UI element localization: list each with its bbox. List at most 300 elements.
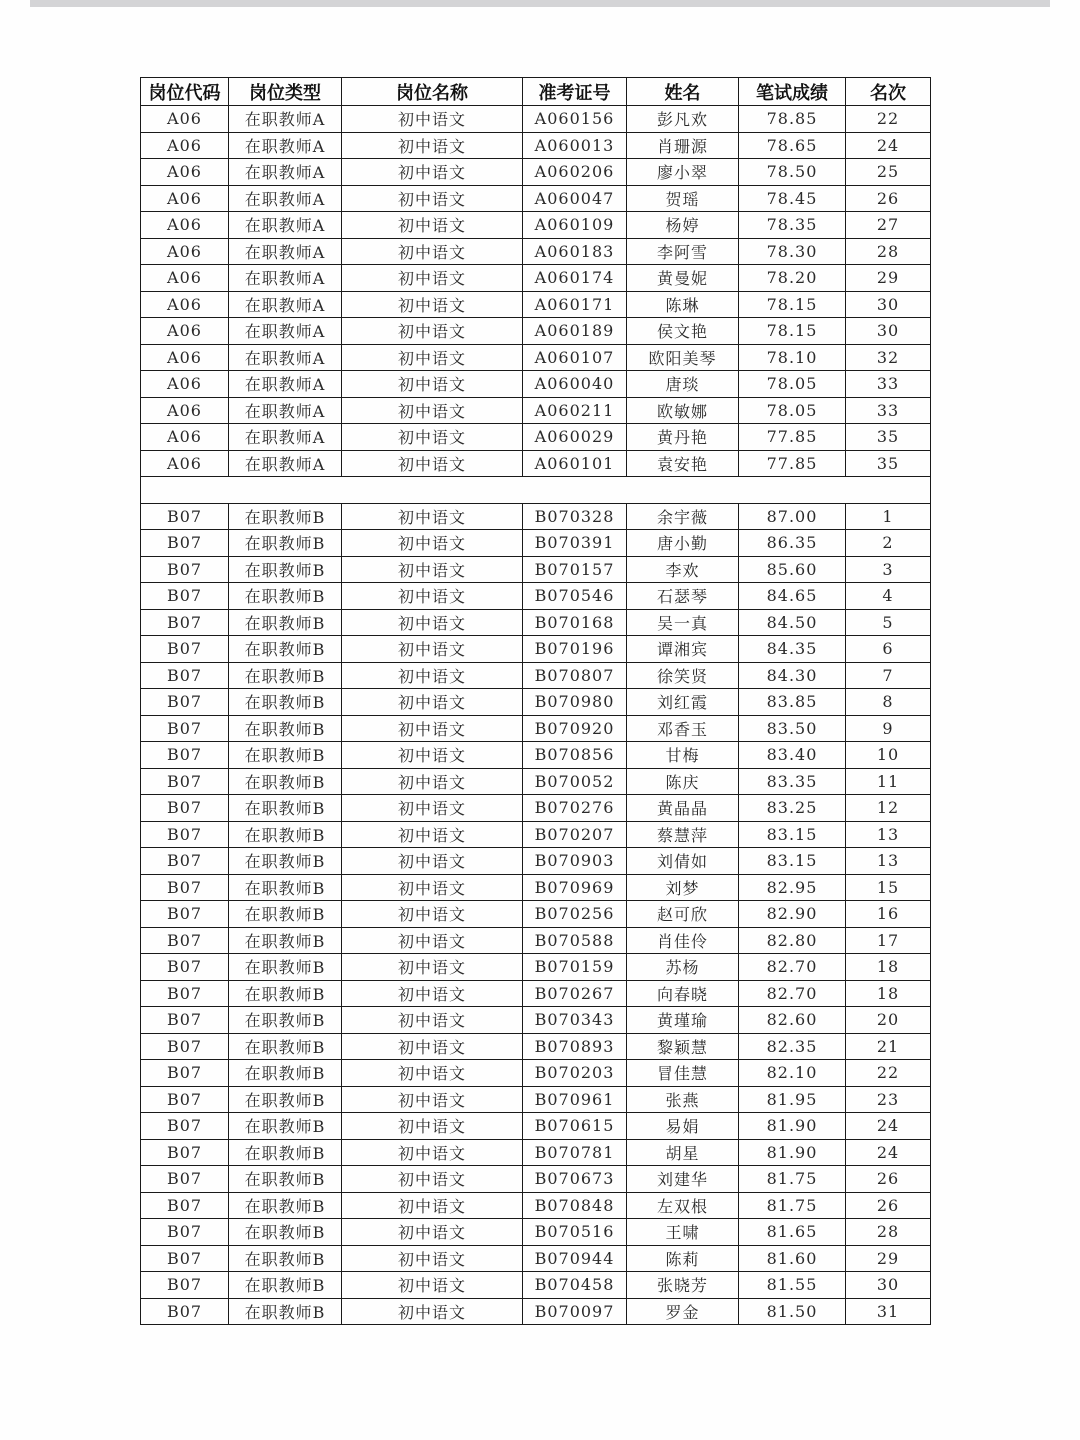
name-cell: 唐小勤	[627, 530, 739, 557]
post-code-cell: B07	[141, 874, 229, 901]
post-type-cell: 在职教师A	[229, 424, 342, 451]
rank-cell: 29	[846, 265, 931, 292]
post-code-cell: B07	[141, 1192, 229, 1219]
post-name-cell: 初中语文	[342, 530, 523, 557]
ticket-number-cell: B070052	[523, 768, 627, 795]
rank-cell: 35	[846, 450, 931, 477]
post-name-cell: 初中语文	[342, 556, 523, 583]
ticket-number-cell: A060156	[523, 106, 627, 133]
table-row	[141, 1060, 931, 1087]
post-name-cell: 初中语文	[342, 1113, 523, 1140]
name-cell: 袁安艳	[627, 450, 739, 477]
post-name-cell: 初中语文	[342, 980, 523, 1007]
post-type-cell: 在职教师B	[229, 768, 342, 795]
score-cell: 81.50	[739, 1298, 846, 1325]
post-code-cell: A06	[141, 159, 229, 186]
table-row	[141, 583, 931, 610]
table-row	[141, 185, 931, 212]
post-code-cell: B07	[141, 1298, 229, 1325]
post-name-cell: 初中语文	[342, 927, 523, 954]
top-edge-bar	[30, 0, 1050, 7]
post-name-cell: 初中语文	[342, 503, 523, 530]
separator-cell	[141, 477, 931, 504]
table-row	[141, 715, 931, 742]
rank-cell: 30	[846, 1272, 931, 1299]
post-type-cell: 在职教师B	[229, 1139, 342, 1166]
post-name-cell: 初中语文	[342, 265, 523, 292]
table-row	[141, 265, 931, 292]
rank-cell: 18	[846, 980, 931, 1007]
post-type-cell: 在职教师B	[229, 795, 342, 822]
post-code-cell: B07	[141, 1272, 229, 1299]
ticket-number-cell: A060189	[523, 318, 627, 345]
score-cell: 78.15	[739, 318, 846, 345]
rank-cell: 23	[846, 1086, 931, 1113]
post-name-cell: 初中语文	[342, 450, 523, 477]
post-code-cell: A06	[141, 424, 229, 451]
post-code-cell: A06	[141, 371, 229, 398]
ticket-number-cell: B070328	[523, 503, 627, 530]
ticket-number-cell: A060107	[523, 344, 627, 371]
post-code-cell: B07	[141, 821, 229, 848]
name-cell: 贺瑶	[627, 185, 739, 212]
score-cell: 83.35	[739, 768, 846, 795]
score-cell: 83.85	[739, 689, 846, 716]
table-row	[141, 424, 931, 451]
ticket-number-cell: B070969	[523, 874, 627, 901]
rank-cell: 21	[846, 1033, 931, 1060]
rank-cell: 28	[846, 238, 931, 265]
post-type-cell: 在职教师B	[229, 1166, 342, 1193]
table-row	[141, 874, 931, 901]
header-ticket-number: 准考证号	[523, 78, 627, 106]
score-cell: 77.85	[739, 450, 846, 477]
ticket-number-cell: B070256	[523, 901, 627, 928]
rank-cell: 26	[846, 1192, 931, 1219]
post-name-cell: 初中语文	[342, 901, 523, 928]
ticket-number-cell: B070781	[523, 1139, 627, 1166]
table-row	[141, 132, 931, 159]
post-code-cell: B07	[141, 1139, 229, 1166]
name-cell: 廖小翠	[627, 159, 739, 186]
ticket-number-cell: A060029	[523, 424, 627, 451]
name-cell: 石瑟琴	[627, 583, 739, 610]
post-code-cell: B07	[141, 980, 229, 1007]
header-post-name: 岗位名称	[342, 78, 523, 106]
name-cell: 刘红霞	[627, 689, 739, 716]
ticket-number-cell: B070807	[523, 662, 627, 689]
rank-cell: 31	[846, 1298, 931, 1325]
post-code-cell: A06	[141, 132, 229, 159]
score-cell: 81.90	[739, 1113, 846, 1140]
score-cell: 85.60	[739, 556, 846, 583]
post-name-cell: 初中语文	[342, 106, 523, 133]
name-cell: 刘倩如	[627, 848, 739, 875]
post-name-cell: 初中语文	[342, 1245, 523, 1272]
name-cell: 赵可欣	[627, 901, 739, 928]
post-name-cell: 初中语文	[342, 318, 523, 345]
post-name-cell: 初中语文	[342, 397, 523, 424]
post-name-cell: 初中语文	[342, 344, 523, 371]
rank-cell: 10	[846, 742, 931, 769]
header-name: 姓名	[627, 78, 739, 106]
post-type-cell: 在职教师B	[229, 1060, 342, 1087]
ticket-number-cell: B070961	[523, 1086, 627, 1113]
score-cell: 78.30	[739, 238, 846, 265]
score-cell: 81.75	[739, 1166, 846, 1193]
post-name-cell: 初中语文	[342, 821, 523, 848]
score-cell: 87.00	[739, 503, 846, 530]
post-type-cell: 在职教师B	[229, 1192, 342, 1219]
name-cell: 罗金	[627, 1298, 739, 1325]
post-type-cell: 在职教师A	[229, 291, 342, 318]
ticket-number-cell: A060206	[523, 159, 627, 186]
post-code-cell: A06	[141, 450, 229, 477]
table-row	[141, 1086, 931, 1113]
post-name-cell: 初中语文	[342, 1007, 523, 1034]
post-code-cell: B07	[141, 1086, 229, 1113]
post-code-cell: B07	[141, 1245, 229, 1272]
ticket-number-cell: A060047	[523, 185, 627, 212]
rank-cell: 5	[846, 609, 931, 636]
name-cell: 王啸	[627, 1219, 739, 1246]
post-type-cell: 在职教师A	[229, 344, 342, 371]
table-row	[141, 503, 931, 530]
table-row	[141, 848, 931, 875]
name-cell: 陈莉	[627, 1245, 739, 1272]
ticket-number-cell: A060183	[523, 238, 627, 265]
ticket-number-cell: B070203	[523, 1060, 627, 1087]
score-cell: 82.60	[739, 1007, 846, 1034]
rank-cell: 4	[846, 583, 931, 610]
post-code-cell: A06	[141, 106, 229, 133]
name-cell: 苏杨	[627, 954, 739, 981]
post-code-cell: B07	[141, 1033, 229, 1060]
post-code-cell: B07	[141, 1166, 229, 1193]
table-row	[141, 371, 931, 398]
score-cell: 78.20	[739, 265, 846, 292]
post-type-cell: 在职教师A	[229, 212, 342, 239]
post-type-cell: 在职教师B	[229, 662, 342, 689]
score-cell: 83.15	[739, 848, 846, 875]
name-cell: 冒佳慧	[627, 1060, 739, 1087]
post-name-cell: 初中语文	[342, 1298, 523, 1325]
score-cell: 82.70	[739, 980, 846, 1007]
post-name-cell: 初中语文	[342, 689, 523, 716]
name-cell: 易娟	[627, 1113, 739, 1140]
post-type-cell: 在职教师B	[229, 927, 342, 954]
rank-cell: 6	[846, 636, 931, 663]
ticket-number-cell: B070097	[523, 1298, 627, 1325]
post-type-cell: 在职教师B	[229, 583, 342, 610]
rank-cell: 32	[846, 344, 931, 371]
post-name-cell: 初中语文	[342, 212, 523, 239]
post-name-cell: 初中语文	[342, 609, 523, 636]
post-type-cell: 在职教师A	[229, 106, 342, 133]
table-row	[141, 291, 931, 318]
ticket-number-cell: B070458	[523, 1272, 627, 1299]
post-code-cell: B07	[141, 1007, 229, 1034]
rank-cell: 17	[846, 927, 931, 954]
post-code-cell: B07	[141, 768, 229, 795]
post-type-cell: 在职教师A	[229, 159, 342, 186]
rank-cell: 2	[846, 530, 931, 557]
post-code-cell: B07	[141, 901, 229, 928]
score-cell: 78.85	[739, 106, 846, 133]
post-code-cell: A06	[141, 238, 229, 265]
post-code-cell: A06	[141, 185, 229, 212]
post-type-cell: 在职教师B	[229, 1113, 342, 1140]
name-cell: 陈庆	[627, 768, 739, 795]
score-cell: 86.35	[739, 530, 846, 557]
ticket-number-cell: A060174	[523, 265, 627, 292]
name-cell: 张晓芳	[627, 1272, 739, 1299]
name-cell: 肖珊源	[627, 132, 739, 159]
ticket-number-cell: A060109	[523, 212, 627, 239]
score-cell: 78.65	[739, 132, 846, 159]
rank-cell: 33	[846, 397, 931, 424]
table-row	[141, 980, 931, 1007]
post-type-cell: 在职教师A	[229, 265, 342, 292]
score-cell: 83.40	[739, 742, 846, 769]
post-type-cell: 在职教师B	[229, 901, 342, 928]
ticket-number-cell: B070944	[523, 1245, 627, 1272]
rank-cell: 35	[846, 424, 931, 451]
score-cell: 81.75	[739, 1192, 846, 1219]
post-code-cell: B07	[141, 742, 229, 769]
table-row	[141, 318, 931, 345]
ticket-number-cell: B070546	[523, 583, 627, 610]
score-cell: 83.15	[739, 821, 846, 848]
score-cell: 83.50	[739, 715, 846, 742]
post-code-cell: B07	[141, 662, 229, 689]
score-cell: 82.70	[739, 954, 846, 981]
score-cell: 84.65	[739, 583, 846, 610]
post-type-cell: 在职教师B	[229, 689, 342, 716]
table-row	[141, 1113, 931, 1140]
name-cell: 黄晶晶	[627, 795, 739, 822]
post-code-cell: B07	[141, 1219, 229, 1246]
header-written-score: 笔试成绩	[739, 78, 846, 106]
post-name-cell: 初中语文	[342, 954, 523, 981]
header-rank: 名次	[846, 78, 931, 106]
post-code-cell: A06	[141, 291, 229, 318]
table-row	[141, 1166, 931, 1193]
post-name-cell: 初中语文	[342, 1166, 523, 1193]
score-cell: 78.15	[739, 291, 846, 318]
post-name-cell: 初中语文	[342, 848, 523, 875]
table-row	[141, 106, 931, 133]
post-type-cell: 在职教师B	[229, 1245, 342, 1272]
post-name-cell: 初中语文	[342, 1033, 523, 1060]
rank-cell: 26	[846, 1166, 931, 1193]
table-row	[141, 662, 931, 689]
name-cell: 徐笑贤	[627, 662, 739, 689]
rank-cell: 7	[846, 662, 931, 689]
rank-cell: 9	[846, 715, 931, 742]
rank-cell: 3	[846, 556, 931, 583]
ticket-number-cell: B070673	[523, 1166, 627, 1193]
ticket-number-cell: B070903	[523, 848, 627, 875]
header-post-code: 岗位代码	[141, 78, 229, 106]
name-cell: 欧敏娜	[627, 397, 739, 424]
ticket-number-cell: B070207	[523, 821, 627, 848]
post-type-cell: 在职教师A	[229, 450, 342, 477]
ticket-number-cell: B070276	[523, 795, 627, 822]
table-row	[141, 1245, 931, 1272]
post-type-cell: 在职教师B	[229, 530, 342, 557]
post-type-cell: 在职教师B	[229, 954, 342, 981]
post-code-cell: B07	[141, 1060, 229, 1087]
score-cell: 84.35	[739, 636, 846, 663]
table-row	[141, 1192, 931, 1219]
rank-cell: 22	[846, 106, 931, 133]
post-name-cell: 初中语文	[342, 1192, 523, 1219]
post-type-cell: 在职教师B	[229, 609, 342, 636]
ticket-number-cell: B070980	[523, 689, 627, 716]
name-cell: 陈琳	[627, 291, 739, 318]
rank-cell: 13	[846, 821, 931, 848]
rank-cell: 24	[846, 1113, 931, 1140]
name-cell: 黎颖慧	[627, 1033, 739, 1060]
table-row	[141, 159, 931, 186]
post-type-cell: 在职教师B	[229, 980, 342, 1007]
post-type-cell: 在职教师B	[229, 821, 342, 848]
name-cell: 左双根	[627, 1192, 739, 1219]
table-row	[141, 927, 931, 954]
ticket-number-cell: B070516	[523, 1219, 627, 1246]
table-row	[141, 742, 931, 769]
name-cell: 李阿雪	[627, 238, 739, 265]
header-post-type: 岗位类型	[229, 78, 342, 106]
name-cell: 黄丹艳	[627, 424, 739, 451]
post-type-cell: 在职教师B	[229, 742, 342, 769]
ticket-number-cell: B070848	[523, 1192, 627, 1219]
ticket-number-cell: B070588	[523, 927, 627, 954]
name-cell: 向春晓	[627, 980, 739, 1007]
ticket-number-cell: A060171	[523, 291, 627, 318]
rank-cell: 30	[846, 318, 931, 345]
name-cell: 唐琰	[627, 371, 739, 398]
score-cell: 81.65	[739, 1219, 846, 1246]
post-code-cell: B07	[141, 927, 229, 954]
ticket-number-cell: B070159	[523, 954, 627, 981]
post-type-cell: 在职教师B	[229, 1219, 342, 1246]
table-row	[141, 636, 931, 663]
post-type-cell: 在职教师A	[229, 238, 342, 265]
post-type-cell: 在职教师B	[229, 715, 342, 742]
name-cell: 余宇薇	[627, 503, 739, 530]
table-row	[141, 954, 931, 981]
table-row	[141, 1272, 931, 1299]
name-cell: 谭湘宾	[627, 636, 739, 663]
table-row	[141, 238, 931, 265]
name-cell: 李欢	[627, 556, 739, 583]
score-cell: 78.45	[739, 185, 846, 212]
post-type-cell: 在职教师B	[229, 636, 342, 663]
table-row	[141, 901, 931, 928]
post-code-cell: B07	[141, 848, 229, 875]
group-separator-row	[141, 477, 931, 504]
post-name-cell: 初中语文	[342, 715, 523, 742]
ticket-number-cell: A060101	[523, 450, 627, 477]
table-row	[141, 344, 931, 371]
rank-cell: 15	[846, 874, 931, 901]
rank-cell: 24	[846, 1139, 931, 1166]
post-name-cell: 初中语文	[342, 159, 523, 186]
post-type-cell: 在职教师B	[229, 874, 342, 901]
post-type-cell: 在职教师B	[229, 1086, 342, 1113]
post-name-cell: 初中语文	[342, 424, 523, 451]
post-code-cell: B07	[141, 1113, 229, 1140]
name-cell: 杨婷	[627, 212, 739, 239]
ticket-number-cell: B070343	[523, 1007, 627, 1034]
post-type-cell: 在职教师B	[229, 848, 342, 875]
table-row	[141, 1033, 931, 1060]
exam-results-table	[140, 77, 931, 1325]
post-code-cell: B07	[141, 795, 229, 822]
ticket-number-cell: A060040	[523, 371, 627, 398]
rank-cell: 13	[846, 848, 931, 875]
table-row	[141, 1298, 931, 1325]
rank-cell: 1	[846, 503, 931, 530]
post-code-cell: A06	[141, 397, 229, 424]
table-row	[141, 212, 931, 239]
post-type-cell: 在职教师A	[229, 371, 342, 398]
post-name-cell: 初中语文	[342, 132, 523, 159]
rank-cell: 16	[846, 901, 931, 928]
score-cell: 81.95	[739, 1086, 846, 1113]
score-cell: 82.90	[739, 901, 846, 928]
name-cell: 吴一真	[627, 609, 739, 636]
post-name-cell: 初中语文	[342, 1139, 523, 1166]
post-name-cell: 初中语文	[342, 185, 523, 212]
ticket-number-cell: A060013	[523, 132, 627, 159]
score-cell: 84.50	[739, 609, 846, 636]
post-type-cell: 在职教师A	[229, 132, 342, 159]
table-row	[141, 530, 931, 557]
post-code-cell: A06	[141, 318, 229, 345]
post-name-cell: 初中语文	[342, 874, 523, 901]
rank-cell: 26	[846, 185, 931, 212]
rank-cell: 25	[846, 159, 931, 186]
post-name-cell: 初中语文	[342, 795, 523, 822]
post-name-cell: 初中语文	[342, 291, 523, 318]
name-cell: 黄瑾瑜	[627, 1007, 739, 1034]
table-body	[141, 106, 931, 1325]
score-cell: 78.50	[739, 159, 846, 186]
ticket-number-cell: B070267	[523, 980, 627, 1007]
post-name-cell: 初中语文	[342, 1272, 523, 1299]
header-row	[141, 78, 931, 106]
rank-cell: 24	[846, 132, 931, 159]
score-cell: 77.85	[739, 424, 846, 451]
ticket-number-cell: B070168	[523, 609, 627, 636]
table-row	[141, 609, 931, 636]
table-row	[141, 768, 931, 795]
table-row	[141, 556, 931, 583]
rank-cell: 29	[846, 1245, 931, 1272]
post-name-cell: 初中语文	[342, 662, 523, 689]
rank-cell: 18	[846, 954, 931, 981]
score-cell: 84.30	[739, 662, 846, 689]
post-code-cell: B07	[141, 583, 229, 610]
rank-cell: 12	[846, 795, 931, 822]
score-cell: 83.25	[739, 795, 846, 822]
rank-cell: 20	[846, 1007, 931, 1034]
ticket-number-cell: B070615	[523, 1113, 627, 1140]
post-name-cell: 初中语文	[342, 238, 523, 265]
